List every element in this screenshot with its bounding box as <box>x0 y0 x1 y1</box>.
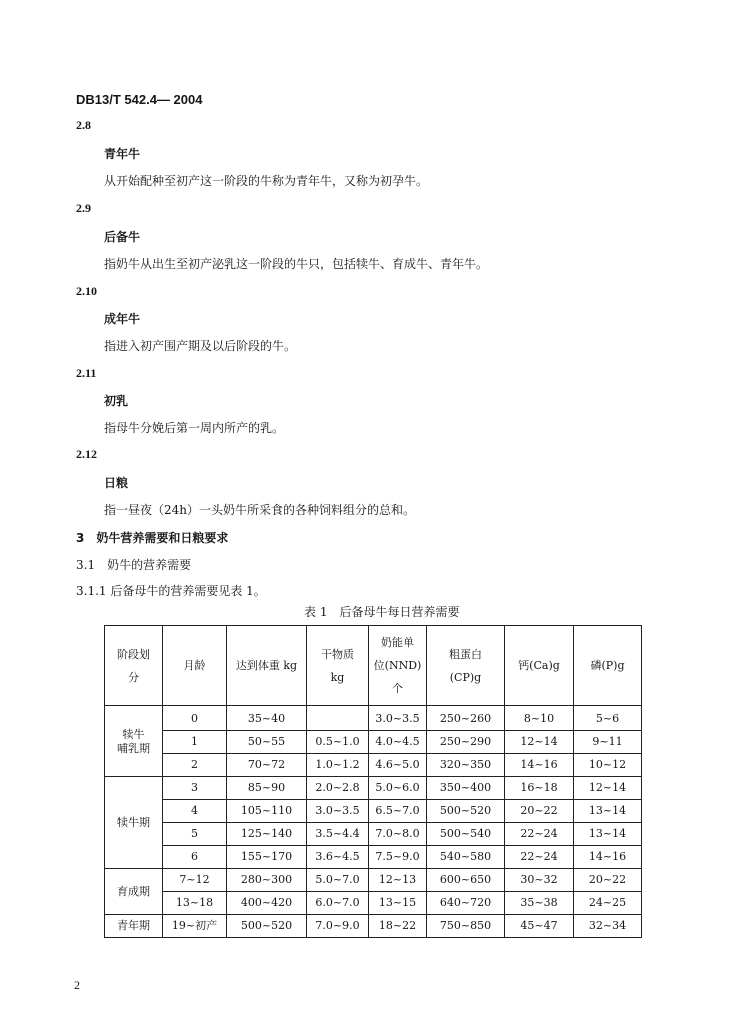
dm-cell: 5.0~7.0 <box>307 869 369 892</box>
ca-cell: 30~32 <box>505 869 574 892</box>
nnd-cell: 6.5~7.0 <box>369 800 427 823</box>
weight-cell: 35~40 <box>227 706 307 731</box>
header-stage: 阶段划 分 <box>105 626 163 706</box>
header-age: 月龄 <box>163 626 227 706</box>
clause-2-11-number: 2.11 <box>76 366 97 380</box>
cp-cell: 250~260 <box>427 706 505 731</box>
weight-cell: 500~520 <box>227 915 307 938</box>
dm-cell: 2.0~2.8 <box>307 777 369 800</box>
p-cell: 14~16 <box>574 846 642 869</box>
clause-2-9-definition: 指奶牛从出生至初产泌乳这一阶段的牛只，包括犊牛、育成牛、青年牛。 <box>104 257 489 271</box>
header-weight: 达到体重 kg <box>227 626 307 706</box>
age-cell: 1 <box>163 731 227 754</box>
table-row <box>105 892 642 915</box>
header-dry-matter: 干物质 kg <box>307 626 369 706</box>
nnd-cell: 7.0~8.0 <box>369 823 427 846</box>
ca-cell: 14~16 <box>505 754 574 777</box>
table-row <box>105 706 642 731</box>
cp-cell: 750~850 <box>427 915 505 938</box>
section-3-1-1-text: 3.1.1 后备母牛的营养需要见表 1。 <box>76 584 266 598</box>
clause-2-12-term: 日粮 <box>104 476 129 490</box>
clause-2-10-definition: 指进入初产围产期及以后阶段的牛。 <box>104 339 297 353</box>
weight-cell: 85~90 <box>227 777 307 800</box>
age-cell: 2 <box>163 754 227 777</box>
ca-cell: 22~24 <box>505 846 574 869</box>
p-cell: 13~14 <box>574 823 642 846</box>
p-cell: 12~14 <box>574 777 642 800</box>
weight-cell: 70~72 <box>227 754 307 777</box>
dm-cell: 0.5~1.0 <box>307 731 369 754</box>
age-cell: 7~12 <box>163 869 227 892</box>
nnd-cell: 18~22 <box>369 915 427 938</box>
age-cell: 13~18 <box>163 892 227 915</box>
table-row <box>105 869 642 892</box>
dm-cell: 3.6~4.5 <box>307 846 369 869</box>
nnd-cell: 4.0~4.5 <box>369 731 427 754</box>
weight-cell: 280~300 <box>227 869 307 892</box>
clause-2-12-definition: 指一昼夜（24h）一头奶牛所采食的各种饲料组分的总和。 <box>104 503 416 517</box>
nnd-cell: 5.0~6.0 <box>369 777 427 800</box>
cp-cell: 640~720 <box>427 892 505 915</box>
table-caption: 表 1 后备母牛每日营养需要 <box>304 605 460 619</box>
section-3-1-heading: 3.1 奶牛的营养需要 <box>76 558 192 572</box>
nnd-cell: 12~13 <box>369 869 427 892</box>
age-cell: 4 <box>163 800 227 823</box>
header-calcium: 钙(Ca)g <box>505 626 574 706</box>
p-cell: 20~22 <box>574 869 642 892</box>
ca-cell: 8~10 <box>505 706 574 731</box>
table-row <box>105 915 642 938</box>
clause-2-11-definition: 指母牛分娩后第一周内所产的乳。 <box>104 421 285 435</box>
table-row <box>105 777 642 800</box>
table-row <box>105 800 642 823</box>
weight-cell: 400~420 <box>227 892 307 915</box>
header-phosphorus: 磷(P)g <box>574 626 642 706</box>
cp-cell: 350~400 <box>427 777 505 800</box>
table-row <box>105 823 642 846</box>
stage-cell-calf: 犊牛期 <box>105 777 163 869</box>
clause-2-8-definition: 从开始配种至初产这一阶段的牛称为青年牛，又称为初孕牛。 <box>104 174 429 188</box>
table-header-row <box>105 626 642 706</box>
dm-cell: 1.0~1.2 <box>307 754 369 777</box>
clause-2-11-term: 初乳 <box>104 394 129 408</box>
clause-2-10-number: 2.10 <box>76 284 97 298</box>
dm-cell: 3.0~3.5 <box>307 800 369 823</box>
p-cell: 24~25 <box>574 892 642 915</box>
dm-cell: 3.5~4.4 <box>307 823 369 846</box>
p-cell: 10~12 <box>574 754 642 777</box>
cp-cell: 320~350 <box>427 754 505 777</box>
weight-cell: 125~140 <box>227 823 307 846</box>
weight-cell: 50~55 <box>227 731 307 754</box>
ca-cell: 45~47 <box>505 915 574 938</box>
page-number: 2 <box>74 978 80 992</box>
nnd-cell: 4.6~5.0 <box>369 754 427 777</box>
p-cell: 13~14 <box>574 800 642 823</box>
weight-cell: 155~170 <box>227 846 307 869</box>
dm-cell: 6.0~7.0 <box>307 892 369 915</box>
header-nnd: 奶能单 位(NND) 个 <box>369 626 427 706</box>
clause-2-8-term: 青年牛 <box>104 147 141 161</box>
clause-2-10-term: 成年牛 <box>104 312 141 326</box>
ca-cell: 16~18 <box>505 777 574 800</box>
section-3-heading: 3 奶牛营养需要和日粮要求 <box>76 531 229 545</box>
nutrition-table <box>104 625 642 938</box>
age-cell: 3 <box>163 777 227 800</box>
p-cell: 9~11 <box>574 731 642 754</box>
nnd-cell: 13~15 <box>369 892 427 915</box>
table-row <box>105 846 642 869</box>
dm-cell: 7.0~9.0 <box>307 915 369 938</box>
cp-cell: 500~520 <box>427 800 505 823</box>
header-crude-protein: 粗蛋白 (CP)g <box>427 626 505 706</box>
cp-cell: 250~290 <box>427 731 505 754</box>
table-row <box>105 754 642 777</box>
clause-2-9-number: 2.9 <box>76 201 91 215</box>
clause-2-9-term: 后备牛 <box>104 230 141 244</box>
age-cell: 6 <box>163 846 227 869</box>
p-cell: 5~6 <box>574 706 642 731</box>
nnd-cell: 3.0~3.5 <box>369 706 427 731</box>
nnd-cell: 7.5~9.0 <box>369 846 427 869</box>
age-cell: 19~初产 <box>163 915 227 938</box>
cp-cell: 500~540 <box>427 823 505 846</box>
age-cell: 0 <box>163 706 227 731</box>
clause-2-12-number: 2.12 <box>76 447 97 461</box>
dm-cell <box>307 706 369 731</box>
ca-cell: 35~38 <box>505 892 574 915</box>
ca-cell: 12~14 <box>505 731 574 754</box>
age-cell: 5 <box>163 823 227 846</box>
ca-cell: 22~24 <box>505 823 574 846</box>
cp-cell: 540~580 <box>427 846 505 869</box>
stage-cell-heifer-growing: 育成期 <box>105 869 163 915</box>
cp-cell: 600~650 <box>427 869 505 892</box>
standard-number: DB13/T 542.4— 2004 <box>76 92 203 107</box>
stage-cell-calf-nursing: 犊牛 哺乳期 <box>105 706 163 777</box>
table-row <box>105 731 642 754</box>
p-cell: 32~34 <box>574 915 642 938</box>
ca-cell: 20~22 <box>505 800 574 823</box>
stage-cell-young-heifer: 青年期 <box>105 915 163 938</box>
clause-2-8-number: 2.8 <box>76 118 91 132</box>
weight-cell: 105~110 <box>227 800 307 823</box>
